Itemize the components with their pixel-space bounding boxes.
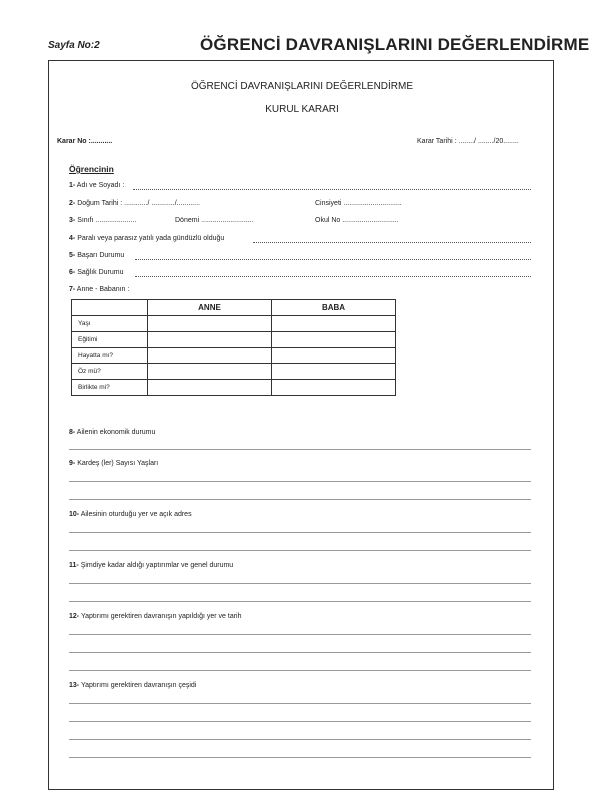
- school-number-field[interactable]: Okul No .............................: [315, 217, 399, 224]
- table-row: [72, 332, 396, 348]
- row-label: Öz mü?: [72, 364, 148, 380]
- table-row: [72, 380, 396, 396]
- answer-line[interactable]: [69, 481, 531, 482]
- answer-line[interactable]: [69, 757, 531, 758]
- answer-line[interactable]: [69, 550, 531, 551]
- father-cell[interactable]: [272, 364, 396, 380]
- health-status-label: 6- Sağlık Durumu: [69, 269, 124, 276]
- answer-line[interactable]: [69, 670, 531, 671]
- siblings-label: 9- Kardeş (ler) Sayısı Yaşları: [69, 460, 159, 467]
- incident-place-date-label: 12- Yaptırımı gerektiren davranışın yapıldığı yer ve tarih: [69, 613, 242, 620]
- form-title: ÖĞRENCİ DAVRANIŞLARINI DEĞERLENDİRME: [190, 81, 414, 92]
- table-row: [72, 364, 396, 380]
- mother-cell[interactable]: [148, 332, 272, 348]
- form-subtitle: KURUL KARARI: [265, 104, 339, 115]
- mother-cell[interactable]: [148, 316, 272, 332]
- name-input[interactable]: [133, 189, 531, 190]
- birth-date-field[interactable]: 2- Doğum Tarihi : ............/ ............/............: [69, 200, 200, 207]
- mother-cell[interactable]: [148, 380, 272, 396]
- mother-cell[interactable]: [148, 348, 272, 364]
- answer-line[interactable]: [69, 499, 531, 500]
- page-title: ÖĞRENCİ DAVRANIŞLARINI DEĞERLENDİRME: [200, 35, 590, 54]
- row-label: Hayatta mı?: [72, 348, 148, 364]
- form-frame: [48, 60, 554, 790]
- success-status-input[interactable]: [135, 259, 531, 260]
- answer-line[interactable]: [69, 634, 531, 635]
- parents-table: [71, 299, 396, 396]
- mother-cell[interactable]: [148, 364, 272, 380]
- answer-line[interactable]: [69, 601, 531, 602]
- behavior-type-label: 13- Yaptırımı gerektiren davranışın çeşidi: [69, 682, 197, 689]
- term-field[interactable]: Dönemi ...........................: [175, 217, 254, 224]
- table-header-row: [72, 300, 396, 316]
- boarding-status-input[interactable]: [253, 242, 531, 243]
- answer-line[interactable]: [69, 532, 531, 533]
- answer-line[interactable]: [69, 449, 531, 450]
- class-field[interactable]: 3- Sınıfı .....................: [69, 217, 137, 224]
- table-header-mother: ANNE: [148, 300, 272, 316]
- row-label: Eğitimi: [72, 332, 148, 348]
- success-status-label: 5- Başarı Durumu: [69, 252, 125, 259]
- table-header-father: BABA: [272, 300, 396, 316]
- father-cell[interactable]: [272, 348, 396, 364]
- answer-line[interactable]: [69, 739, 531, 740]
- row-label: Yaşı: [72, 316, 148, 332]
- boarding-status-label: 4- Paralı veya parasız yatılı yada gündüzlü olduğu: [69, 235, 225, 242]
- answer-line[interactable]: [69, 652, 531, 653]
- name-field-label: 1- Adı ve Soyadı :: [69, 182, 125, 189]
- table-row: [72, 316, 396, 332]
- economic-status-label: 8- Ailenin ekonomik durumu: [69, 429, 156, 436]
- decision-number-field[interactable]: Karar No :...........: [57, 138, 113, 145]
- answer-line[interactable]: [69, 703, 531, 704]
- father-cell[interactable]: [272, 380, 396, 396]
- table-header-cell: [72, 300, 148, 316]
- answer-line[interactable]: [69, 721, 531, 722]
- page-number: Sayfa No:2: [48, 40, 100, 51]
- gender-field[interactable]: Cinsiyeti ..............................: [315, 200, 402, 207]
- father-cell[interactable]: [272, 332, 396, 348]
- decision-date-field[interactable]: Karar Tarihi : ......../ ......../20........: [417, 138, 519, 145]
- address-label: 10- Ailesinin oturduğu yer ve açık adres: [69, 511, 192, 518]
- row-label: Birlikte mi?: [72, 380, 148, 396]
- health-status-input[interactable]: [135, 276, 531, 277]
- sanctions-label: 11- Şimdiye kadar aldığı yaptırımlar ve genel durumu: [69, 562, 234, 569]
- father-cell[interactable]: [272, 316, 396, 332]
- table-row: [72, 348, 396, 364]
- parents-label: 7- Anne - Babanın :: [69, 286, 130, 293]
- answer-line[interactable]: [69, 583, 531, 584]
- student-section-heading: Öğrencinin: [69, 164, 114, 174]
